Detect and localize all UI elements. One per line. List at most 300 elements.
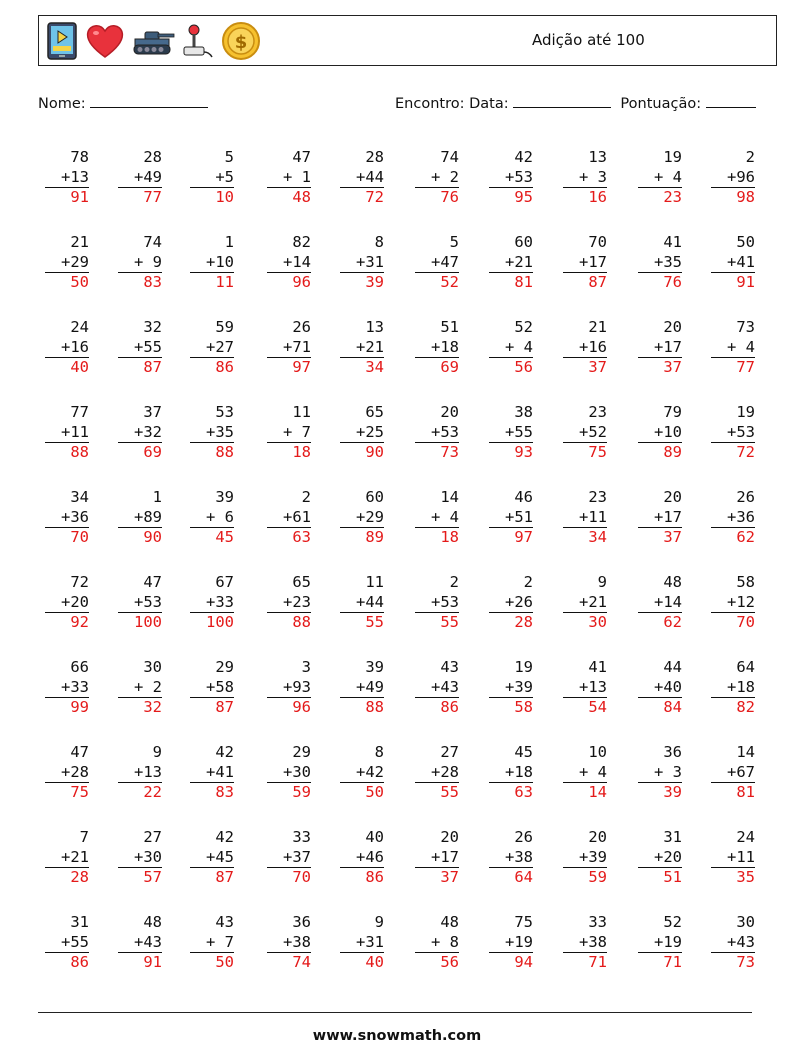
addition-problem <box>399 148 459 208</box>
addition-problem <box>324 318 384 378</box>
answer: 52 <box>440 273 459 291</box>
answer: 51 <box>663 868 682 886</box>
addition-problem <box>399 658 459 718</box>
addition-problem <box>174 318 234 378</box>
addend-bottom: +53 <box>711 423 755 444</box>
answer: 77 <box>143 188 162 206</box>
answer: 40 <box>70 358 89 376</box>
addend-bottom: +21 <box>489 253 533 274</box>
addition-problem <box>622 913 682 973</box>
addend-bottom: + 1 <box>267 168 311 189</box>
addend-top: 20 <box>440 403 459 421</box>
addend-bottom: +23 <box>267 593 311 614</box>
addend-bottom: +33 <box>190 593 234 614</box>
answer: 59 <box>292 783 311 801</box>
addend-bottom: +11 <box>45 423 89 444</box>
addend-top: 8 <box>374 743 384 761</box>
answer: 73 <box>736 953 755 971</box>
addend-top: 47 <box>143 573 162 591</box>
addend-bottom: +14 <box>638 593 682 614</box>
answer: 97 <box>514 528 533 546</box>
addend-top: 51 <box>440 318 459 336</box>
answer: 98 <box>736 188 755 206</box>
addend-top: 14 <box>736 743 755 761</box>
addition-problem <box>399 913 459 973</box>
addition-problem <box>399 233 459 293</box>
addend-bottom: +32 <box>118 423 162 444</box>
answer: 91 <box>143 953 162 971</box>
addend-top: 11 <box>292 403 311 421</box>
addend-bottom: +36 <box>711 508 755 529</box>
answer: 95 <box>514 188 533 206</box>
addend-bottom: + 2 <box>415 168 459 189</box>
addend-bottom: +89 <box>118 508 162 529</box>
answer: 10 <box>215 188 234 206</box>
addition-problem <box>622 743 682 803</box>
addend-bottom: +31 <box>340 933 384 954</box>
addend-top: 78 <box>70 148 89 166</box>
addend-top: 72 <box>70 573 89 591</box>
addition-problem <box>547 148 607 208</box>
addend-bottom: + 8 <box>415 933 459 954</box>
addend-bottom: +13 <box>45 168 89 189</box>
addition-problem <box>399 573 459 633</box>
addend-bottom: + 4 <box>563 763 607 784</box>
worksheet-title: Adição até 100 <box>532 31 645 49</box>
addend-top: 9 <box>152 743 162 761</box>
answer: 83 <box>143 273 162 291</box>
addend-bottom: +40 <box>638 678 682 699</box>
addend-top: 40 <box>365 828 384 846</box>
addend-top: 48 <box>143 913 162 931</box>
answer: 75 <box>588 443 607 461</box>
addition-problem <box>324 233 384 293</box>
addend-bottom: +53 <box>415 423 459 444</box>
addition-problem <box>399 743 459 803</box>
addend-bottom: +49 <box>340 678 384 699</box>
addend-bottom: + 3 <box>638 763 682 784</box>
answer: 63 <box>292 528 311 546</box>
addition-problem <box>324 743 384 803</box>
addend-bottom: +44 <box>340 593 384 614</box>
addend-top: 33 <box>292 828 311 846</box>
addend-top: 43 <box>215 913 234 931</box>
answer: 96 <box>292 698 311 716</box>
name-label: Nome: <box>38 96 86 112</box>
answer: 50 <box>70 273 89 291</box>
answer: 100 <box>134 613 162 631</box>
addition-problem <box>473 318 533 378</box>
addend-bottom: +44 <box>340 168 384 189</box>
addend-bottom: +47 <box>415 253 459 274</box>
addend-top: 36 <box>292 913 311 931</box>
addition-problem <box>399 488 459 548</box>
addition-problem <box>473 828 533 888</box>
addend-top: 50 <box>736 233 755 251</box>
answer: 69 <box>440 358 459 376</box>
addend-top: 28 <box>143 148 162 166</box>
addend-bottom: +20 <box>638 848 682 869</box>
addend-top: 44 <box>663 658 682 676</box>
addition-problem <box>473 403 533 463</box>
addition-problem <box>251 233 311 293</box>
answer: 14 <box>588 783 607 801</box>
addend-top: 42 <box>215 828 234 846</box>
addition-problem <box>174 658 234 718</box>
addend-top: 11 <box>365 573 384 591</box>
addend-top: 24 <box>736 828 755 846</box>
answer: 64 <box>514 868 533 886</box>
answer: 73 <box>440 443 459 461</box>
answer: 88 <box>292 613 311 631</box>
addition-problem <box>324 573 384 633</box>
addend-bottom: + 4 <box>638 168 682 189</box>
addition-problem <box>547 318 607 378</box>
answer: 83 <box>215 783 234 801</box>
addend-top: 14 <box>440 488 459 506</box>
addend-bottom: +16 <box>45 338 89 359</box>
addition-problem <box>695 148 755 208</box>
addend-bottom: +52 <box>563 423 607 444</box>
addition-problem <box>547 233 607 293</box>
answer: 70 <box>736 613 755 631</box>
addend-bottom: +17 <box>638 338 682 359</box>
addition-problem <box>29 658 89 718</box>
addend-top: 30 <box>736 913 755 931</box>
addend-bottom: +5 <box>190 168 234 189</box>
date-label: Encontro: Data: <box>395 96 509 112</box>
footer-site: www.snowmath.com <box>312 1028 482 1044</box>
addend-bottom: +12 <box>711 593 755 614</box>
addition-problem <box>102 573 162 633</box>
addend-bottom: +55 <box>45 933 89 954</box>
addend-bottom: +18 <box>415 338 459 359</box>
addend-bottom: +19 <box>638 933 682 954</box>
addend-top: 64 <box>736 658 755 676</box>
addition-problem <box>473 148 533 208</box>
addend-bottom: +61 <box>267 508 311 529</box>
addition-problem <box>29 828 89 888</box>
addend-bottom: +58 <box>190 678 234 699</box>
addition-problem <box>324 658 384 718</box>
addend-bottom: +43 <box>118 933 162 954</box>
addend-bottom: +25 <box>340 423 384 444</box>
addend-bottom: +31 <box>340 253 384 274</box>
addend-bottom: + 9 <box>118 253 162 274</box>
addition-problem <box>622 148 682 208</box>
addend-bottom: +36 <box>45 508 89 529</box>
answer: 87 <box>143 358 162 376</box>
answer: 54 <box>588 698 607 716</box>
addend-bottom: +38 <box>563 933 607 954</box>
answer: 23 <box>663 188 682 206</box>
addend-bottom: +35 <box>638 253 682 274</box>
addend-top: 75 <box>514 913 533 931</box>
answer: 69 <box>143 443 162 461</box>
addend-top: 37 <box>143 403 162 421</box>
answer: 22 <box>143 783 162 801</box>
addition-problem <box>473 658 533 718</box>
addend-top: 59 <box>215 318 234 336</box>
addend-bottom: + 2 <box>118 678 162 699</box>
addend-bottom: +19 <box>489 933 533 954</box>
addend-top: 20 <box>663 488 682 506</box>
answer: 100 <box>206 613 234 631</box>
addition-problem <box>251 403 311 463</box>
addition-problem <box>174 403 234 463</box>
addition-problem <box>324 828 384 888</box>
addition-problem <box>29 488 89 548</box>
addition-problem <box>102 403 162 463</box>
addend-bottom: +21 <box>340 338 384 359</box>
answer: 81 <box>514 273 533 291</box>
addend-top: 8 <box>374 233 384 251</box>
addend-top: 1 <box>224 233 234 251</box>
answer: 84 <box>663 698 682 716</box>
answer: 28 <box>70 868 89 886</box>
addition-problem <box>622 403 682 463</box>
addition-problem <box>29 913 89 973</box>
addend-top: 42 <box>514 148 533 166</box>
addend-top: 47 <box>292 148 311 166</box>
addend-bottom: +53 <box>415 593 459 614</box>
addend-bottom: +28 <box>415 763 459 784</box>
addend-top: 9 <box>597 573 607 591</box>
answer: 90 <box>365 443 384 461</box>
addition-problem <box>29 148 89 208</box>
addend-bottom: +53 <box>489 168 533 189</box>
addend-bottom: + 4 <box>489 338 533 359</box>
answer: 87 <box>215 698 234 716</box>
addend-bottom: +55 <box>489 423 533 444</box>
answer: 72 <box>736 443 755 461</box>
answer: 55 <box>440 613 459 631</box>
answer: 86 <box>215 358 234 376</box>
addend-top: 21 <box>70 233 89 251</box>
addend-top: 30 <box>143 658 162 676</box>
addend-top: 39 <box>215 488 234 506</box>
answer: 30 <box>588 613 607 631</box>
addition-problem <box>695 743 755 803</box>
addition-problem <box>399 318 459 378</box>
addend-bottom: +49 <box>118 168 162 189</box>
addition-problem <box>102 233 162 293</box>
addend-top: 9 <box>374 913 384 931</box>
answer: 86 <box>70 953 89 971</box>
addend-top: 41 <box>663 233 682 251</box>
addend-bottom: +18 <box>711 678 755 699</box>
answer: 37 <box>663 528 682 546</box>
addend-top: 70 <box>588 233 607 251</box>
addend-top: 2 <box>745 148 755 166</box>
addend-top: 82 <box>292 233 311 251</box>
addition-problem <box>547 913 607 973</box>
addition-problem <box>473 233 533 293</box>
answer: 86 <box>440 698 459 716</box>
addend-top: 79 <box>663 403 682 421</box>
addition-problem <box>102 318 162 378</box>
addition-problem <box>473 743 533 803</box>
addend-top: 26 <box>292 318 311 336</box>
addition-problem <box>399 403 459 463</box>
answer: 50 <box>365 783 384 801</box>
addend-bottom: +51 <box>489 508 533 529</box>
addend-bottom: +17 <box>563 253 607 274</box>
answer: 89 <box>663 443 682 461</box>
answer: 58 <box>514 698 533 716</box>
addend-top: 32 <box>143 318 162 336</box>
addend-top: 13 <box>588 148 607 166</box>
answer: 70 <box>292 868 311 886</box>
addend-bottom: +93 <box>267 678 311 699</box>
addend-top: 66 <box>70 658 89 676</box>
addend-top: 23 <box>588 488 607 506</box>
addend-bottom: +42 <box>340 763 384 784</box>
addition-problem <box>251 573 311 633</box>
addend-top: 74 <box>440 148 459 166</box>
addend-bottom: +21 <box>45 848 89 869</box>
addition-problem <box>29 233 89 293</box>
addend-top: 1 <box>152 488 162 506</box>
addition-problem <box>622 828 682 888</box>
answer: 18 <box>292 443 311 461</box>
addition-problem <box>251 743 311 803</box>
addend-top: 7 <box>79 828 89 846</box>
addend-top: 48 <box>440 913 459 931</box>
addend-bottom: +13 <box>563 678 607 699</box>
answer: 97 <box>292 358 311 376</box>
addend-bottom: +11 <box>711 848 755 869</box>
addend-bottom: + 4 <box>415 508 459 529</box>
answer: 59 <box>588 868 607 886</box>
addend-top: 34 <box>70 488 89 506</box>
addend-bottom: +38 <box>489 848 533 869</box>
addition-problem <box>622 318 682 378</box>
addend-bottom: +41 <box>190 763 234 784</box>
addition-problem <box>102 488 162 548</box>
addition-problem <box>102 743 162 803</box>
addend-top: 26 <box>514 828 533 846</box>
answer: 39 <box>365 273 384 291</box>
addend-bottom: +45 <box>190 848 234 869</box>
addend-top: 31 <box>663 828 682 846</box>
score-label: Pontuação: <box>620 96 702 112</box>
addend-bottom: + 4 <box>711 338 755 359</box>
answer: 50 <box>215 953 234 971</box>
addend-bottom: +43 <box>711 933 755 954</box>
addend-top: 43 <box>440 658 459 676</box>
addend-bottom: +29 <box>340 508 384 529</box>
addition-problem <box>324 148 384 208</box>
addend-top: 65 <box>365 403 384 421</box>
answer: 77 <box>736 358 755 376</box>
answer: 16 <box>588 188 607 206</box>
answer: 91 <box>736 273 755 291</box>
addition-problem <box>695 488 755 548</box>
addend-top: 60 <box>365 488 384 506</box>
addend-bottom: +29 <box>45 253 89 274</box>
answer: 88 <box>70 443 89 461</box>
addend-bottom: +10 <box>190 253 234 274</box>
addition-problem <box>695 233 755 293</box>
answer: 32 <box>143 698 162 716</box>
answer: 72 <box>365 188 384 206</box>
addend-top: 39 <box>365 658 384 676</box>
addend-bottom: +30 <box>267 763 311 784</box>
answer: 88 <box>365 698 384 716</box>
addend-bottom: +35 <box>190 423 234 444</box>
addend-bottom: +21 <box>563 593 607 614</box>
addend-bottom: +10 <box>638 423 682 444</box>
addend-top: 13 <box>365 318 384 336</box>
addend-bottom: +55 <box>118 338 162 359</box>
answer: 75 <box>70 783 89 801</box>
addend-top: 20 <box>663 318 682 336</box>
answer: 34 <box>588 528 607 546</box>
answer: 71 <box>663 953 682 971</box>
addend-bottom: +28 <box>45 763 89 784</box>
addition-problem <box>547 828 607 888</box>
addition-problem <box>473 913 533 973</box>
addend-bottom: +39 <box>563 848 607 869</box>
addend-top: 77 <box>70 403 89 421</box>
addend-bottom: +11 <box>563 508 607 529</box>
addend-top: 19 <box>514 658 533 676</box>
addition-problem <box>547 488 607 548</box>
answer: 82 <box>736 698 755 716</box>
addend-top: 45 <box>514 743 533 761</box>
addition-problem <box>29 743 89 803</box>
addend-top: 27 <box>440 743 459 761</box>
addend-top: 46 <box>514 488 533 506</box>
addend-bottom: +39 <box>489 678 533 699</box>
answer: 28 <box>514 613 533 631</box>
addend-top: 3 <box>301 658 311 676</box>
answer: 96 <box>292 273 311 291</box>
answer: 81 <box>736 783 755 801</box>
answer: 99 <box>70 698 89 716</box>
answer: 87 <box>588 273 607 291</box>
answer: 34 <box>365 358 384 376</box>
answer: 37 <box>663 358 682 376</box>
answer: 56 <box>440 953 459 971</box>
addition-problem <box>251 148 311 208</box>
addition-problem <box>174 488 234 548</box>
addend-top: 73 <box>736 318 755 336</box>
addend-bottom: +37 <box>267 848 311 869</box>
addend-bottom: +18 <box>489 763 533 784</box>
answer: 37 <box>588 358 607 376</box>
addition-problem <box>174 828 234 888</box>
addend-bottom: + 6 <box>190 508 234 529</box>
addend-top: 29 <box>215 658 234 676</box>
addend-top: 31 <box>70 913 89 931</box>
answer: 56 <box>514 358 533 376</box>
addend-top: 20 <box>588 828 607 846</box>
addition-problem <box>324 488 384 548</box>
addition-problem <box>174 573 234 633</box>
addition-problem <box>174 233 234 293</box>
addend-bottom: +33 <box>45 678 89 699</box>
addition-problem <box>622 658 682 718</box>
answer: 18 <box>440 528 459 546</box>
addend-bottom: + 3 <box>563 168 607 189</box>
addend-top: 36 <box>663 743 682 761</box>
answer: 93 <box>514 443 533 461</box>
answer: 91 <box>70 188 89 206</box>
addition-problem <box>251 318 311 378</box>
addend-top: 24 <box>70 318 89 336</box>
